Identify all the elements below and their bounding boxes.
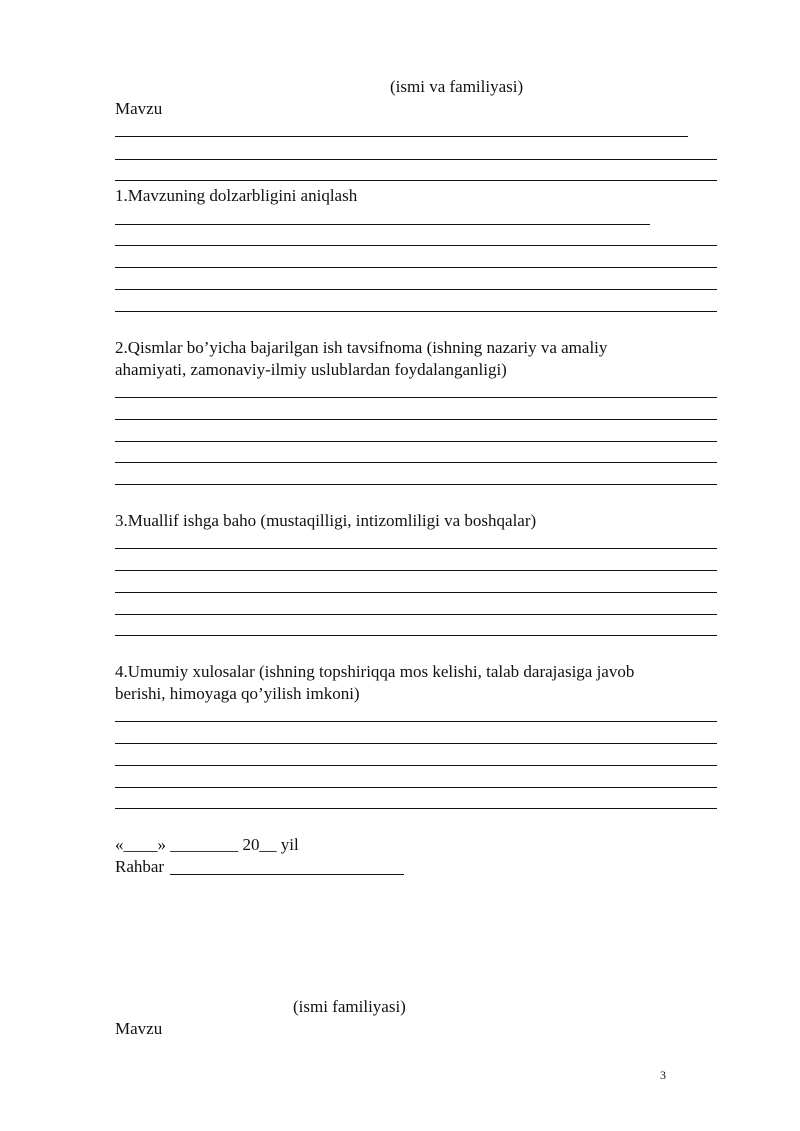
section-2-blank-line (115, 419, 717, 420)
next-topic-label: Mavzu (115, 1019, 163, 1038)
next-name-caption: (ismi familiyasi) (293, 997, 406, 1016)
section-1-blank-line (115, 289, 717, 290)
section-1-blank-line (115, 224, 650, 225)
section-1-blank-line (115, 311, 717, 312)
section-3-heading: 3.Muallif ishga baho (mustaqilligi, intizomliligi va boshqalar) (115, 511, 537, 530)
section-2-blank-line (115, 441, 717, 442)
topic-blank-line (115, 159, 717, 160)
section-3-blank-line (115, 635, 717, 636)
section-3-blank-line (115, 548, 717, 549)
topic-blank-line (115, 180, 717, 181)
section-4-blank-line (115, 808, 717, 809)
section-4-blank-line (115, 743, 717, 744)
section-4-blank-line (115, 765, 717, 766)
section-1-heading: 1.Mavzuning dolzarbligini aniqlash (115, 186, 358, 205)
supervisor-label: Rahbar (115, 857, 165, 876)
name-caption: (ismi va familiyasi) (390, 77, 524, 96)
topic-blank-line (115, 136, 688, 137)
section-4-heading: 4.Umumiy xulosalar (ishning topshiriqqa mos kelishi, talab darajasiga javob (115, 662, 635, 681)
section-3-blank-line (115, 592, 717, 593)
section-2-blank-line (115, 397, 717, 398)
section-4-blank-line (115, 721, 717, 722)
section-1-blank-line (115, 245, 717, 246)
date-line: «____» ________ 20__ yil (115, 835, 299, 854)
section-4-heading-cont: berishi, himoyaga qo’yilish imkoni) (115, 684, 360, 703)
section-1-blank-line (115, 267, 717, 268)
section-2-heading-cont: ahamiyati, zamonaviy-ilmiy uslublardan foydalanganligi) (115, 360, 507, 379)
signature-line (170, 874, 404, 875)
page-number: 3 (660, 1068, 666, 1082)
section-3-blank-line (115, 570, 717, 571)
section-2-blank-line (115, 484, 717, 485)
section-2-heading: 2.Qismlar bo’yicha bajarilgan ish tavsifnoma (ishning nazariy va amaliy (115, 338, 608, 357)
section-3-blank-line (115, 614, 717, 615)
section-2-blank-line (115, 462, 717, 463)
section-4-blank-line (115, 787, 717, 788)
topic-label: Mavzu (115, 99, 163, 118)
